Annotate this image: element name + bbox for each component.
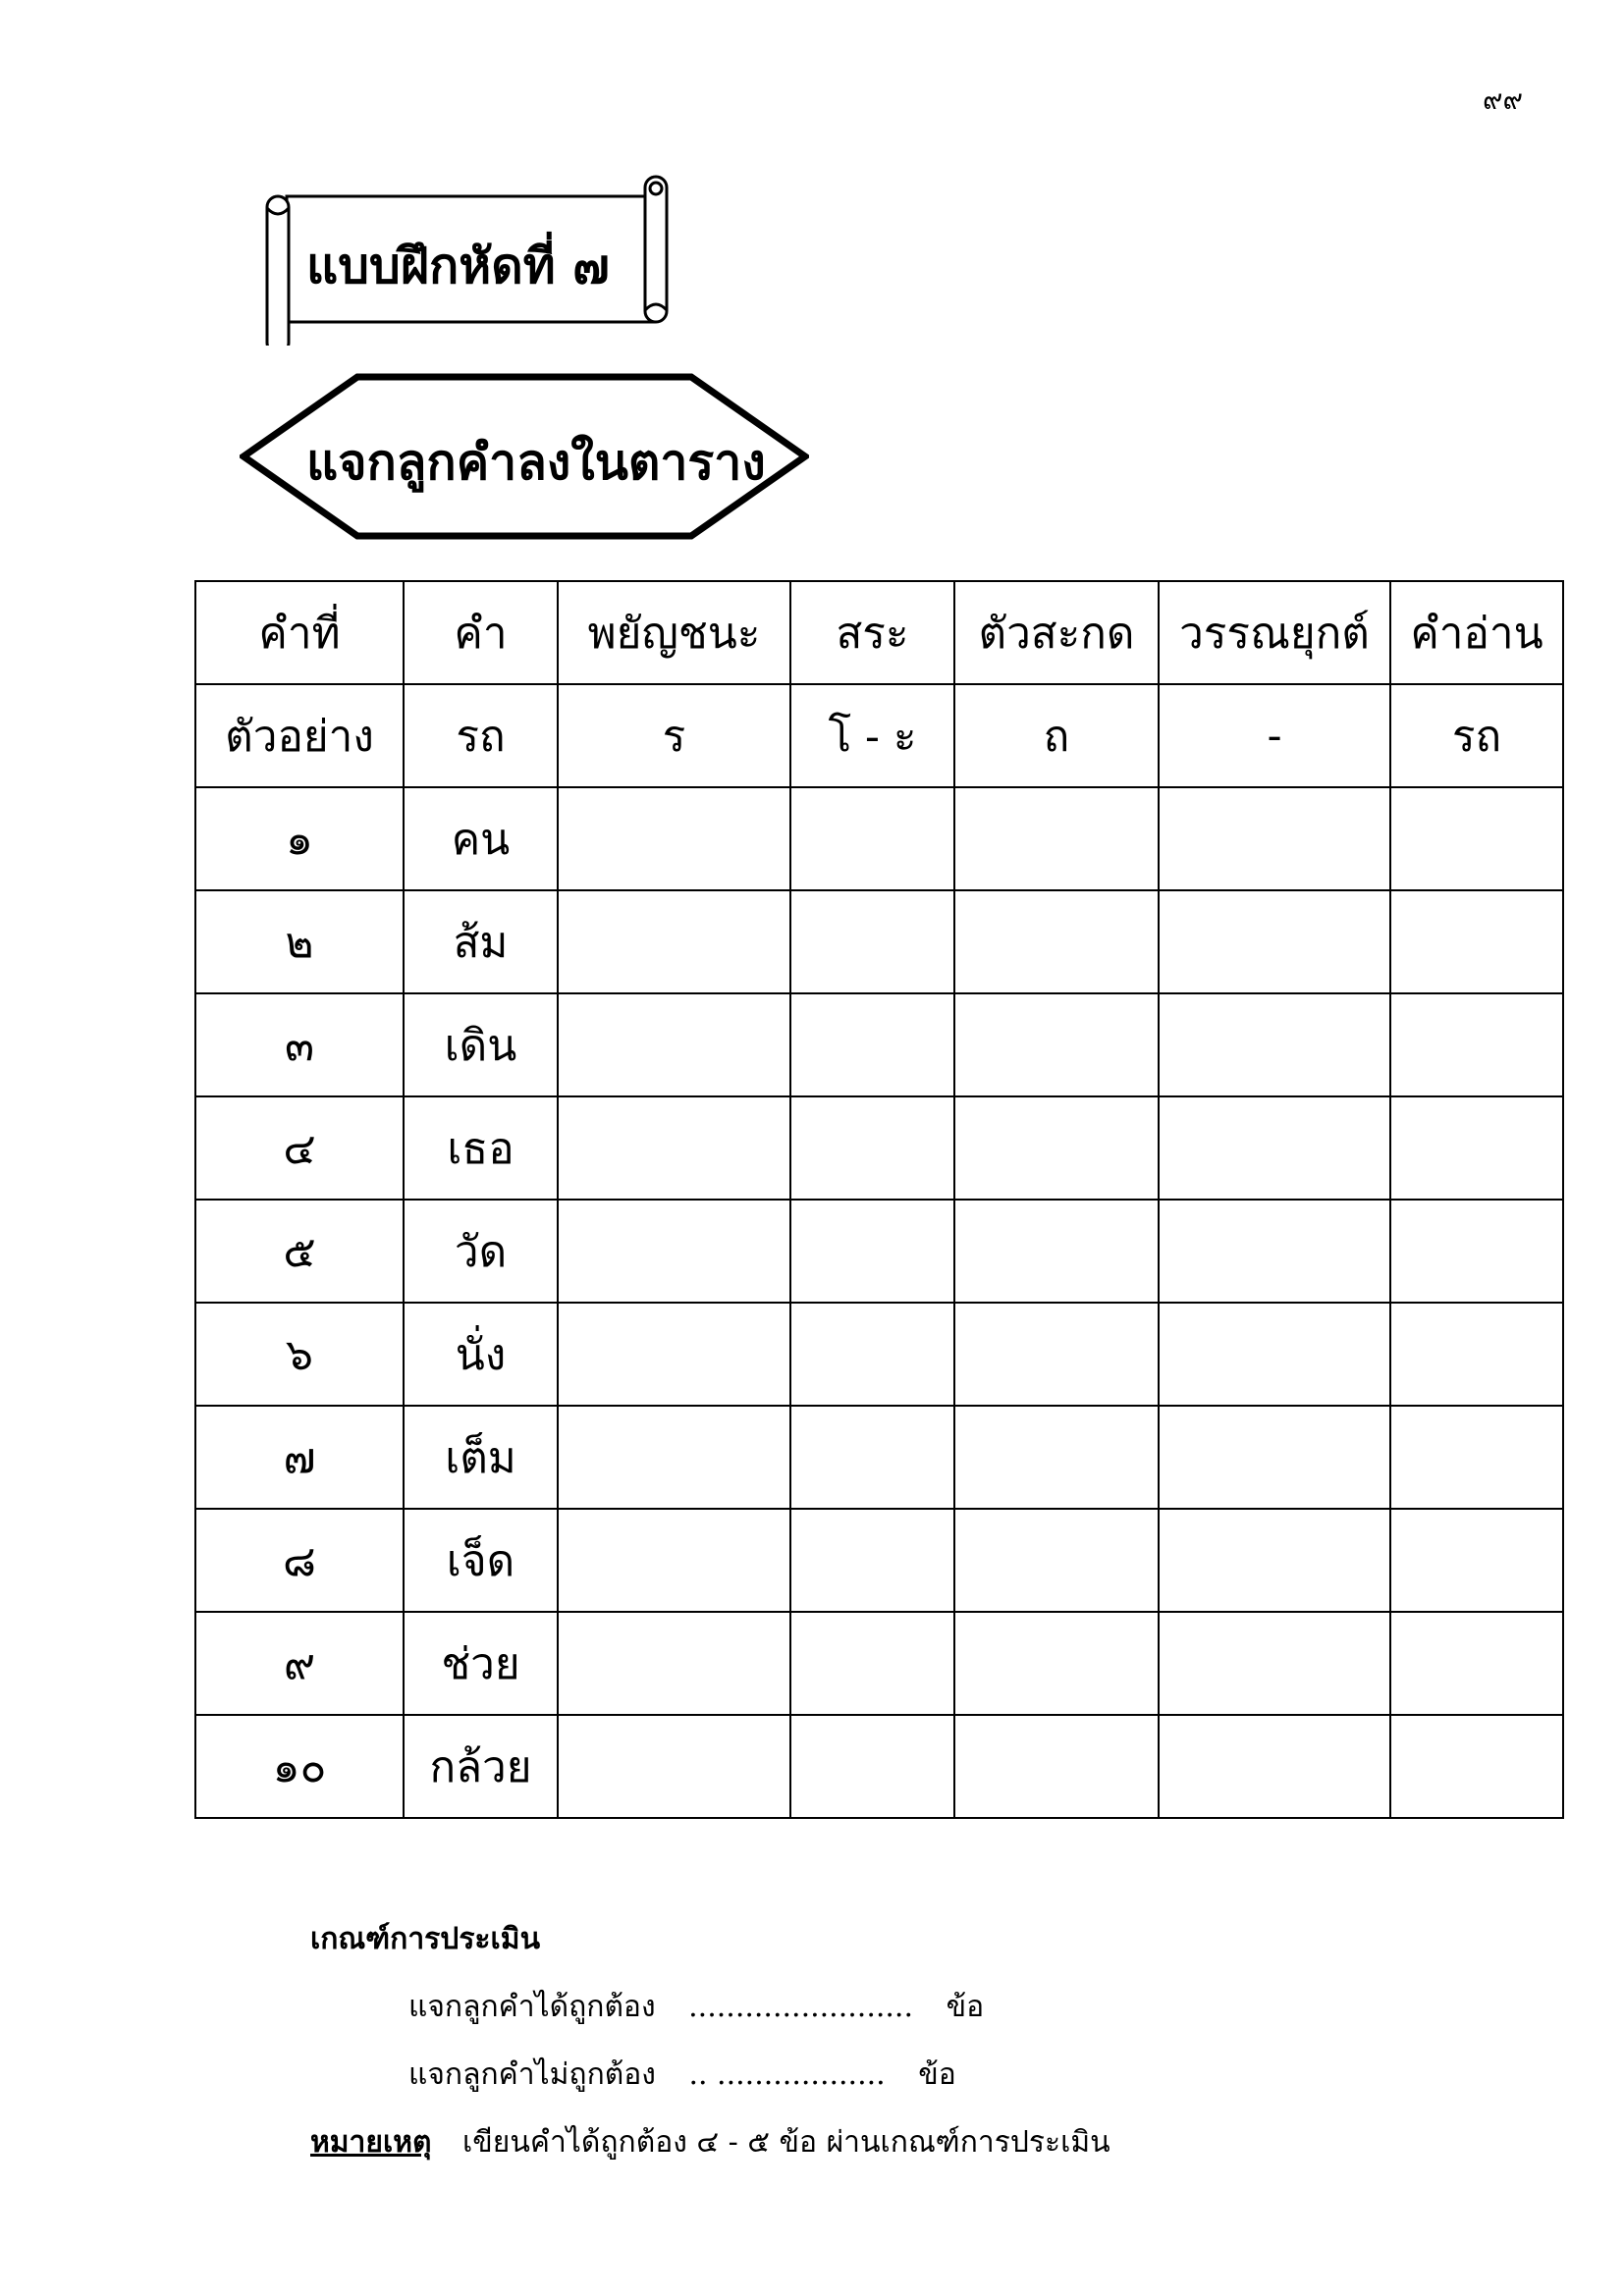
cell-consonant[interactable]	[558, 1200, 790, 1303]
cell-final-consonant[interactable]	[954, 1612, 1159, 1715]
criteria-note	[310, 2119, 1110, 2165]
cell-consonant[interactable]	[558, 890, 790, 993]
cell-word: เต็ม	[404, 1406, 558, 1509]
instruction-title: แจกลูกคำลงในตาราง	[306, 433, 766, 491]
cell-consonant[interactable]	[558, 1406, 790, 1509]
criteria-correct-blank[interactable]: ........................	[688, 1990, 914, 2024]
criteria-title: เกณฑ์การประเมิน	[310, 1922, 541, 1956]
cell-final-consonant[interactable]	[954, 1096, 1159, 1200]
criteria-incorrect-unit: ข้อ	[918, 2057, 956, 2092]
cell-word: ช่วย	[404, 1612, 558, 1715]
evaluation-criteria	[310, 1916, 1110, 2165]
cell-vowel[interactable]	[790, 1406, 954, 1509]
cell-final-consonant[interactable]	[954, 1509, 1159, 1612]
cell-consonant[interactable]	[558, 1509, 790, 1612]
cell-reading[interactable]	[1390, 993, 1563, 1096]
cell-reading[interactable]	[1390, 787, 1563, 890]
cell-item-number: ๘	[195, 1509, 404, 1612]
cell-tone-mark[interactable]	[1159, 1096, 1390, 1200]
cell-tone-mark[interactable]	[1159, 787, 1390, 890]
cell-item-number: ๖	[195, 1303, 404, 1406]
table-row	[195, 1200, 1563, 1303]
cell-final-consonant[interactable]	[954, 1303, 1159, 1406]
header-reading: คำอ่าน	[1390, 581, 1563, 684]
header-vowel: สระ	[790, 581, 954, 684]
cell-reading[interactable]	[1390, 1612, 1563, 1715]
cell-reading[interactable]	[1390, 1715, 1563, 1818]
cell-word: เจ็ด	[404, 1509, 558, 1612]
cell-consonant[interactable]	[558, 1612, 790, 1715]
cell-final-consonant[interactable]	[954, 1406, 1159, 1509]
header-word: คำ	[404, 581, 558, 684]
cell-tone-mark[interactable]	[1159, 993, 1390, 1096]
cell-vowel[interactable]	[790, 993, 954, 1096]
header-final-consonant: ตัวสะกด	[954, 581, 1159, 684]
cell-item-number: ๒	[195, 890, 404, 993]
cell-tone-mark: -	[1159, 684, 1390, 787]
cell-item-number: ๓	[195, 993, 404, 1096]
criteria-correct-unit: ข้อ	[946, 1990, 985, 2024]
cell-tone-mark[interactable]	[1159, 1612, 1390, 1715]
cell-vowel[interactable]	[790, 1096, 954, 1200]
criteria-incorrect-blank[interactable]: .. ..................	[688, 2057, 886, 2092]
cell-item-number: ๑๐	[195, 1715, 404, 1818]
cell-vowel: โ - ะ	[790, 684, 954, 787]
cell-vowel[interactable]	[790, 1509, 954, 1612]
cell-final-consonant[interactable]	[954, 890, 1159, 993]
cell-reading[interactable]	[1390, 890, 1563, 993]
cell-consonant[interactable]	[558, 1096, 790, 1200]
cell-tone-mark[interactable]	[1159, 1303, 1390, 1406]
table-row	[195, 787, 1563, 890]
page-number: ๙๙	[1483, 83, 1524, 116]
cell-final-consonant[interactable]	[954, 993, 1159, 1096]
cell-word: เดิน	[404, 993, 558, 1096]
cell-vowel[interactable]	[790, 890, 954, 993]
cell-item-number: ตัวอย่าง	[195, 684, 404, 787]
cell-word: นั่ง	[404, 1303, 558, 1406]
criteria-incorrect-line	[310, 2052, 1110, 2098]
cell-final-consonant: ถ	[954, 684, 1159, 787]
cell-consonant[interactable]	[558, 1303, 790, 1406]
criteria-correct-line	[310, 1984, 1110, 2030]
cell-word: วัด	[404, 1200, 558, 1303]
note-text: เขียนคำได้ถูกต้อง ๔ - ๕ ข้อ ผ่านเกณฑ์การประเมิน	[462, 2125, 1110, 2160]
cell-word: ส้ม	[404, 890, 558, 993]
exercise-title: แบบฝึกหัดที่ ๗	[306, 237, 610, 294]
cell-word: รถ	[404, 684, 558, 787]
cell-vowel[interactable]	[790, 1612, 954, 1715]
cell-tone-mark[interactable]	[1159, 890, 1390, 993]
table-header-row	[195, 581, 1563, 684]
cell-consonant[interactable]	[558, 1715, 790, 1818]
cell-tone-mark[interactable]	[1159, 1200, 1390, 1303]
header-item-number: คำที่	[195, 581, 404, 684]
cell-tone-mark[interactable]	[1159, 1406, 1390, 1509]
cell-tone-mark[interactable]	[1159, 1509, 1390, 1612]
table-row	[195, 1406, 1563, 1509]
cell-word: คน	[404, 787, 558, 890]
cell-item-number: ๑	[195, 787, 404, 890]
cell-item-number: ๗	[195, 1406, 404, 1509]
cell-final-consonant[interactable]	[954, 1200, 1159, 1303]
criteria-correct-label: แจกลูกคำได้ถูกต้อง	[408, 1990, 656, 2024]
cell-reading: รถ	[1390, 684, 1563, 787]
cell-vowel[interactable]	[790, 1303, 954, 1406]
cell-reading[interactable]	[1390, 1096, 1563, 1200]
cell-consonant[interactable]	[558, 787, 790, 890]
cell-item-number: ๙	[195, 1612, 404, 1715]
cell-final-consonant[interactable]	[954, 787, 1159, 890]
cell-reading[interactable]	[1390, 1406, 1563, 1509]
table-row	[195, 993, 1563, 1096]
table-row	[195, 1715, 1563, 1818]
cell-consonant[interactable]	[558, 993, 790, 1096]
note-label: หมายเหตุ	[310, 2125, 432, 2160]
cell-vowel[interactable]	[790, 787, 954, 890]
cell-final-consonant[interactable]	[954, 1715, 1159, 1818]
cell-item-number: ๕	[195, 1200, 404, 1303]
table-row-example	[195, 684, 1563, 787]
cell-reading[interactable]	[1390, 1200, 1563, 1303]
cell-word: กล้วย	[404, 1715, 558, 1818]
cell-consonant: ร	[558, 684, 790, 787]
table-row	[195, 1509, 1563, 1612]
cell-item-number: ๔	[195, 1096, 404, 1200]
criteria-incorrect-label: แจกลูกคำไม่ถูกต้อง	[408, 2057, 656, 2092]
header-consonant: พยัญชนะ	[558, 581, 790, 684]
cell-reading[interactable]	[1390, 1509, 1563, 1612]
cell-vowel[interactable]	[790, 1200, 954, 1303]
cell-reading[interactable]	[1390, 1303, 1563, 1406]
table-row	[195, 890, 1563, 993]
table-row	[195, 1612, 1563, 1715]
header-tone-mark: วรรณยุกต์	[1159, 581, 1390, 684]
cell-tone-mark[interactable]	[1159, 1715, 1390, 1818]
table-row	[195, 1096, 1563, 1200]
cell-vowel[interactable]	[790, 1715, 954, 1818]
table-row	[195, 1303, 1563, 1406]
cell-word: เธอ	[404, 1096, 558, 1200]
word-analysis-table	[194, 580, 1564, 1819]
